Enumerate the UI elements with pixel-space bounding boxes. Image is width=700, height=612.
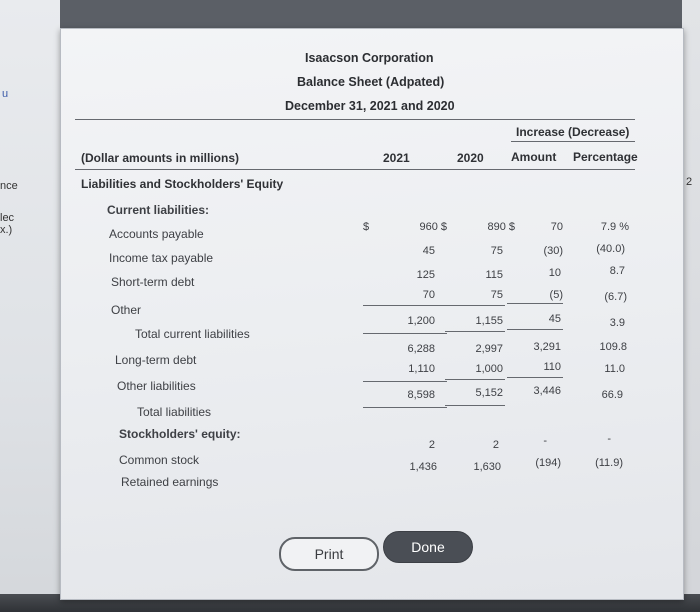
- statement-period: December 31, 2021 and 2020: [285, 99, 455, 113]
- cell-2021: 1,436: [409, 461, 437, 473]
- row-label: Total current liabilities: [135, 327, 250, 341]
- cell-amount: 110: [543, 361, 561, 373]
- background-fragment: 2: [686, 176, 693, 188]
- cell-2020: 1,155: [475, 315, 503, 327]
- cell-2021: 8,598: [407, 389, 435, 401]
- cell-amount: 10: [548, 267, 561, 279]
- cell-2021: 960 $: [419, 221, 447, 233]
- print-button[interactable]: Print: [279, 537, 379, 571]
- statement-title: Balance Sheet (Adpated): [297, 75, 445, 89]
- cell-2020: 75: [490, 289, 503, 301]
- row-label: Other: [111, 303, 142, 317]
- cell-amount: (5): [549, 289, 563, 301]
- cell-percentage: 3.9: [609, 317, 625, 329]
- row-label: Total liabilities: [137, 405, 212, 419]
- cell-2021: 125: [416, 269, 435, 281]
- cell-2020: 115: [485, 269, 503, 281]
- header-2020: 2020: [457, 151, 484, 165]
- cell-percentage: -: [607, 433, 611, 445]
- cell-2020: 2: [492, 439, 499, 451]
- cell-2020: 1,630: [473, 461, 501, 473]
- subtotal-rule: [363, 333, 447, 334]
- background-fragment: lec: [0, 212, 15, 224]
- done-button[interactable]: Done: [383, 531, 473, 563]
- header-percentage: Percentage: [573, 150, 638, 164]
- subtotal-rule: [363, 305, 447, 306]
- cell-percentage: (6.7): [604, 291, 627, 303]
- subtotal-rule: [363, 381, 447, 382]
- cell-amount: (30): [543, 245, 563, 257]
- row-label: Stockholders' equity:: [119, 427, 241, 441]
- subtotal-rule: [445, 379, 505, 380]
- subtotal-rule: [445, 331, 505, 332]
- total-rule: [445, 405, 505, 406]
- header-amount: Amount: [511, 150, 557, 164]
- cell-amount: (194): [535, 457, 561, 469]
- cell-amount: -: [543, 435, 547, 447]
- cell-2021: 1,110: [408, 363, 435, 375]
- subtotal-rule: [507, 303, 563, 304]
- company-name: Isaacson Corporation: [305, 51, 434, 65]
- cell-percentage: 7.9 %: [600, 221, 629, 233]
- cell-2021: 2: [428, 439, 435, 451]
- row-label: Short-term debt: [111, 275, 195, 289]
- balance-sheet-dialog: [60, 28, 684, 600]
- cell-2020: 1,000: [475, 363, 503, 375]
- title-rule: [75, 119, 635, 120]
- header-2021: 2021: [383, 151, 410, 165]
- cell-percentage: 109.8: [599, 341, 627, 353]
- cell-2020: 2,997: [475, 343, 503, 355]
- cell-amount: 70: [550, 221, 563, 233]
- row-label: Common stock: [119, 453, 200, 467]
- subtotal-rule: [445, 305, 505, 306]
- cell-2021: 6,288: [407, 343, 435, 355]
- currency-symbol: $: [363, 221, 370, 233]
- cell-amount: 3,291: [533, 341, 561, 353]
- subtotal-rule: [507, 377, 563, 378]
- cell-percentage: 11.0: [604, 363, 625, 375]
- row-label: Income tax payable: [109, 251, 214, 265]
- cell-percentage: 8.7: [609, 265, 625, 277]
- cell-2020: 5,152: [475, 387, 503, 399]
- background-window-right: [682, 0, 700, 612]
- cell-2021: 70: [422, 289, 435, 301]
- cell-2020: 890 $: [487, 221, 515, 233]
- subtotal-rule: [507, 329, 563, 330]
- cell-amount: 45: [548, 313, 561, 325]
- background-window-left: [0, 0, 60, 612]
- row-label: Current liabilities:: [107, 203, 210, 217]
- units-label: (Dollar amounts in millions): [81, 151, 240, 165]
- row-label: Long-term debt: [115, 353, 197, 367]
- cell-2021: 1,200: [407, 315, 435, 327]
- row-label: Retained earnings: [121, 475, 219, 489]
- cell-amount: 3,446: [533, 385, 561, 397]
- row-label: Other liabilities: [117, 379, 196, 393]
- change-group-rule: [511, 141, 635, 142]
- cell-percentage: (40.0): [596, 243, 625, 255]
- cell-percentage: 66.9: [601, 389, 623, 401]
- header-rule: [75, 169, 635, 170]
- section-title: Liabilities and Stockholders' Equity: [81, 177, 284, 191]
- cell-2021: 45: [422, 245, 435, 257]
- cell-percentage: (11.9): [595, 457, 623, 469]
- header-change-group: Increase (Decrease): [516, 125, 630, 139]
- row-label: Accounts payable: [109, 227, 204, 241]
- total-rule: [363, 407, 447, 408]
- background-fragment: nce: [0, 180, 18, 192]
- background-fragment: x.): [0, 224, 13, 236]
- cell-2020: 75: [490, 245, 503, 257]
- background-fragment: u: [2, 88, 9, 100]
